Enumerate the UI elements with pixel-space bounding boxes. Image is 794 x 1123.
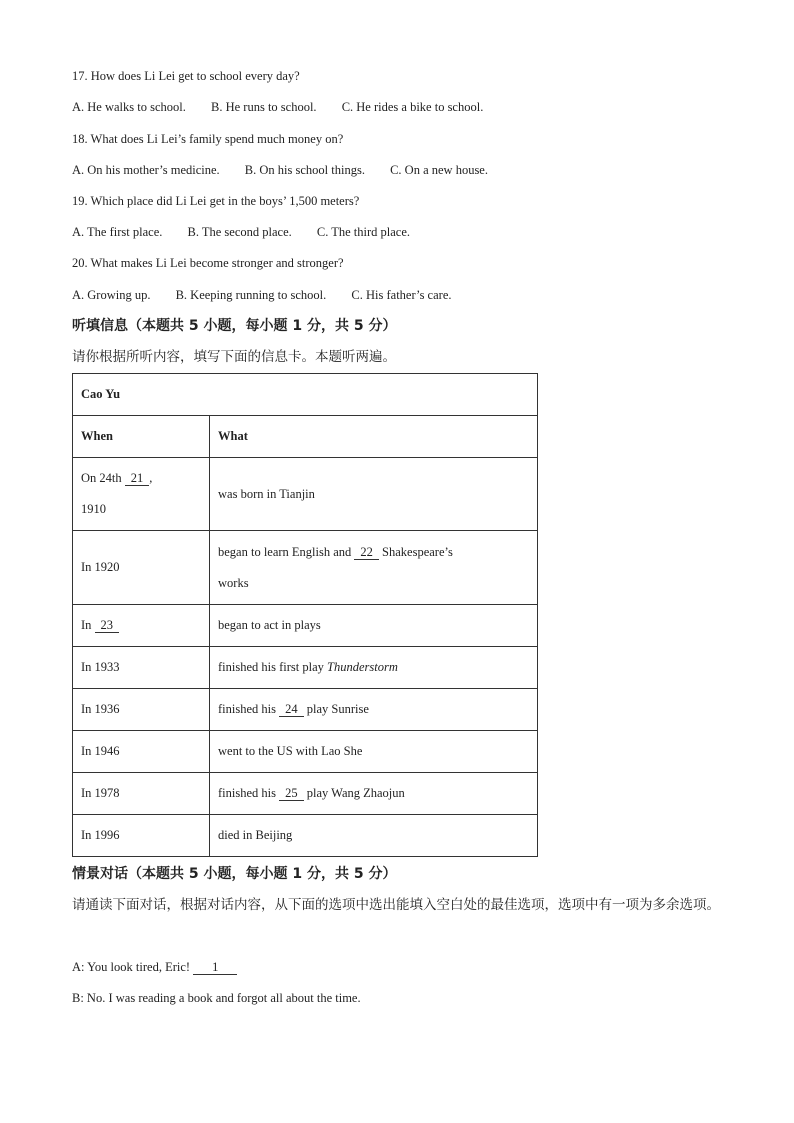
- table-row: [73, 773, 538, 815]
- text: A: You look tired, Eric!: [72, 960, 191, 974]
- cell-when: In 1978: [73, 773, 210, 815]
- section-instruction-dialog: 请通读下面对话，根据对话内容，从下面的选项中选出能填入空白处的最佳选项，选项中有一项为多余选项。: [72, 897, 720, 913]
- cell-when: In 1920: [73, 531, 210, 605]
- question-17-stem: 17. How does Li Lei get to school every day?: [72, 69, 300, 83]
- question-18-stem: 18. What does Li Lei’s family spend much money on?: [72, 132, 344, 146]
- text: On 24th: [81, 471, 122, 485]
- cell-when: [73, 605, 210, 647]
- option-b: B. Keeping running to school.: [175, 288, 327, 302]
- text: Shakespeare’s: [382, 544, 453, 559]
- text: finished his: [218, 702, 276, 716]
- blank-24[interactable]: 24: [279, 702, 304, 717]
- dialog-blank-1[interactable]: 1: [193, 960, 237, 975]
- option-b: B. He runs to school.: [211, 100, 317, 114]
- cell-when: In 1936: [73, 689, 210, 731]
- option-c: C. The third place.: [316, 225, 411, 239]
- cell-what: was born in Tianjin: [210, 458, 538, 531]
- section-instruction-listen: 请你根据所听内容，填写下面的信息卡。本题听两遍。: [72, 349, 396, 365]
- dialog-line-a: [72, 959, 237, 975]
- table-row: [73, 731, 538, 773]
- play-title: Thunderstorm: [327, 660, 398, 674]
- cell-what: [210, 647, 538, 689]
- option-a: A. On his mother’s medicine.: [72, 163, 220, 177]
- cell-when: [73, 458, 210, 531]
- option-c: C. He rides a bike to school.: [341, 100, 484, 114]
- text: works: [218, 575, 249, 590]
- text: In: [81, 618, 92, 632]
- option-a: A. Growing up.: [72, 288, 151, 302]
- col-header-what: What: [210, 416, 538, 458]
- table-row: [73, 458, 538, 531]
- cell-when: In 1996: [73, 815, 210, 857]
- table-row: [73, 689, 538, 731]
- dialog-line-b: B: No. I was reading a book and forgot all about the time.: [72, 991, 361, 1005]
- text: ,: [149, 471, 153, 485]
- table-row: [73, 531, 538, 605]
- cell-when: In 1946: [73, 731, 210, 773]
- question-18-options: [72, 162, 488, 178]
- text: began to learn English and: [218, 544, 352, 559]
- option-b: B. The second place.: [187, 225, 292, 239]
- cell-what: [210, 773, 538, 815]
- blank-23[interactable]: 23: [95, 618, 120, 633]
- question-20-stem: 20. What makes Li Lei become stronger and stronger?: [72, 256, 344, 270]
- table-title: Cao Yu: [73, 374, 538, 416]
- info-card-table: [72, 373, 538, 857]
- col-header-when: When: [73, 416, 210, 458]
- table-row: [73, 605, 538, 647]
- blank-25[interactable]: 25: [279, 786, 304, 801]
- cell-when: In 1933: [73, 647, 210, 689]
- blank-21[interactable]: 21: [125, 471, 150, 486]
- cell-what: died in Beijing: [210, 815, 538, 857]
- question-17-options: [72, 99, 483, 115]
- text: finished his: [218, 786, 276, 800]
- table-row: [73, 815, 538, 857]
- text: 1910: [81, 502, 106, 516]
- cell-what: [210, 531, 538, 605]
- option-a: A. He walks to school.: [72, 100, 186, 114]
- text: finished his first play: [218, 660, 324, 674]
- option-b: B. On his school things.: [244, 163, 365, 177]
- option-c: C. On a new house.: [390, 163, 488, 177]
- option-c: C. His father’s care.: [351, 288, 452, 302]
- section-heading-listen: 听填信息（本题共 5 小题，每小题 1 分，共 5 分）: [72, 318, 397, 334]
- cell-what: began to act in plays: [210, 605, 538, 647]
- cell-what: [210, 689, 538, 731]
- option-a: A. The first place.: [72, 225, 163, 239]
- question-20-options: [72, 287, 452, 303]
- table-title-row: [73, 374, 538, 416]
- cell-what: went to the US with Lao She: [210, 731, 538, 773]
- table-header-row: [73, 416, 538, 458]
- text: play Sunrise: [306, 702, 369, 716]
- blank-22[interactable]: 22: [354, 545, 379, 560]
- question-19-stem: 19. Which place did Li Lei get in the boys’ 1,500 meters?: [72, 194, 360, 208]
- text: play Wang Zhaojun: [306, 786, 405, 800]
- table-row: [73, 647, 538, 689]
- question-19-options: [72, 224, 410, 240]
- section-heading-dialog: 情景对话（本题共 5 小题，每小题 1 分，共 5 分）: [72, 866, 397, 882]
